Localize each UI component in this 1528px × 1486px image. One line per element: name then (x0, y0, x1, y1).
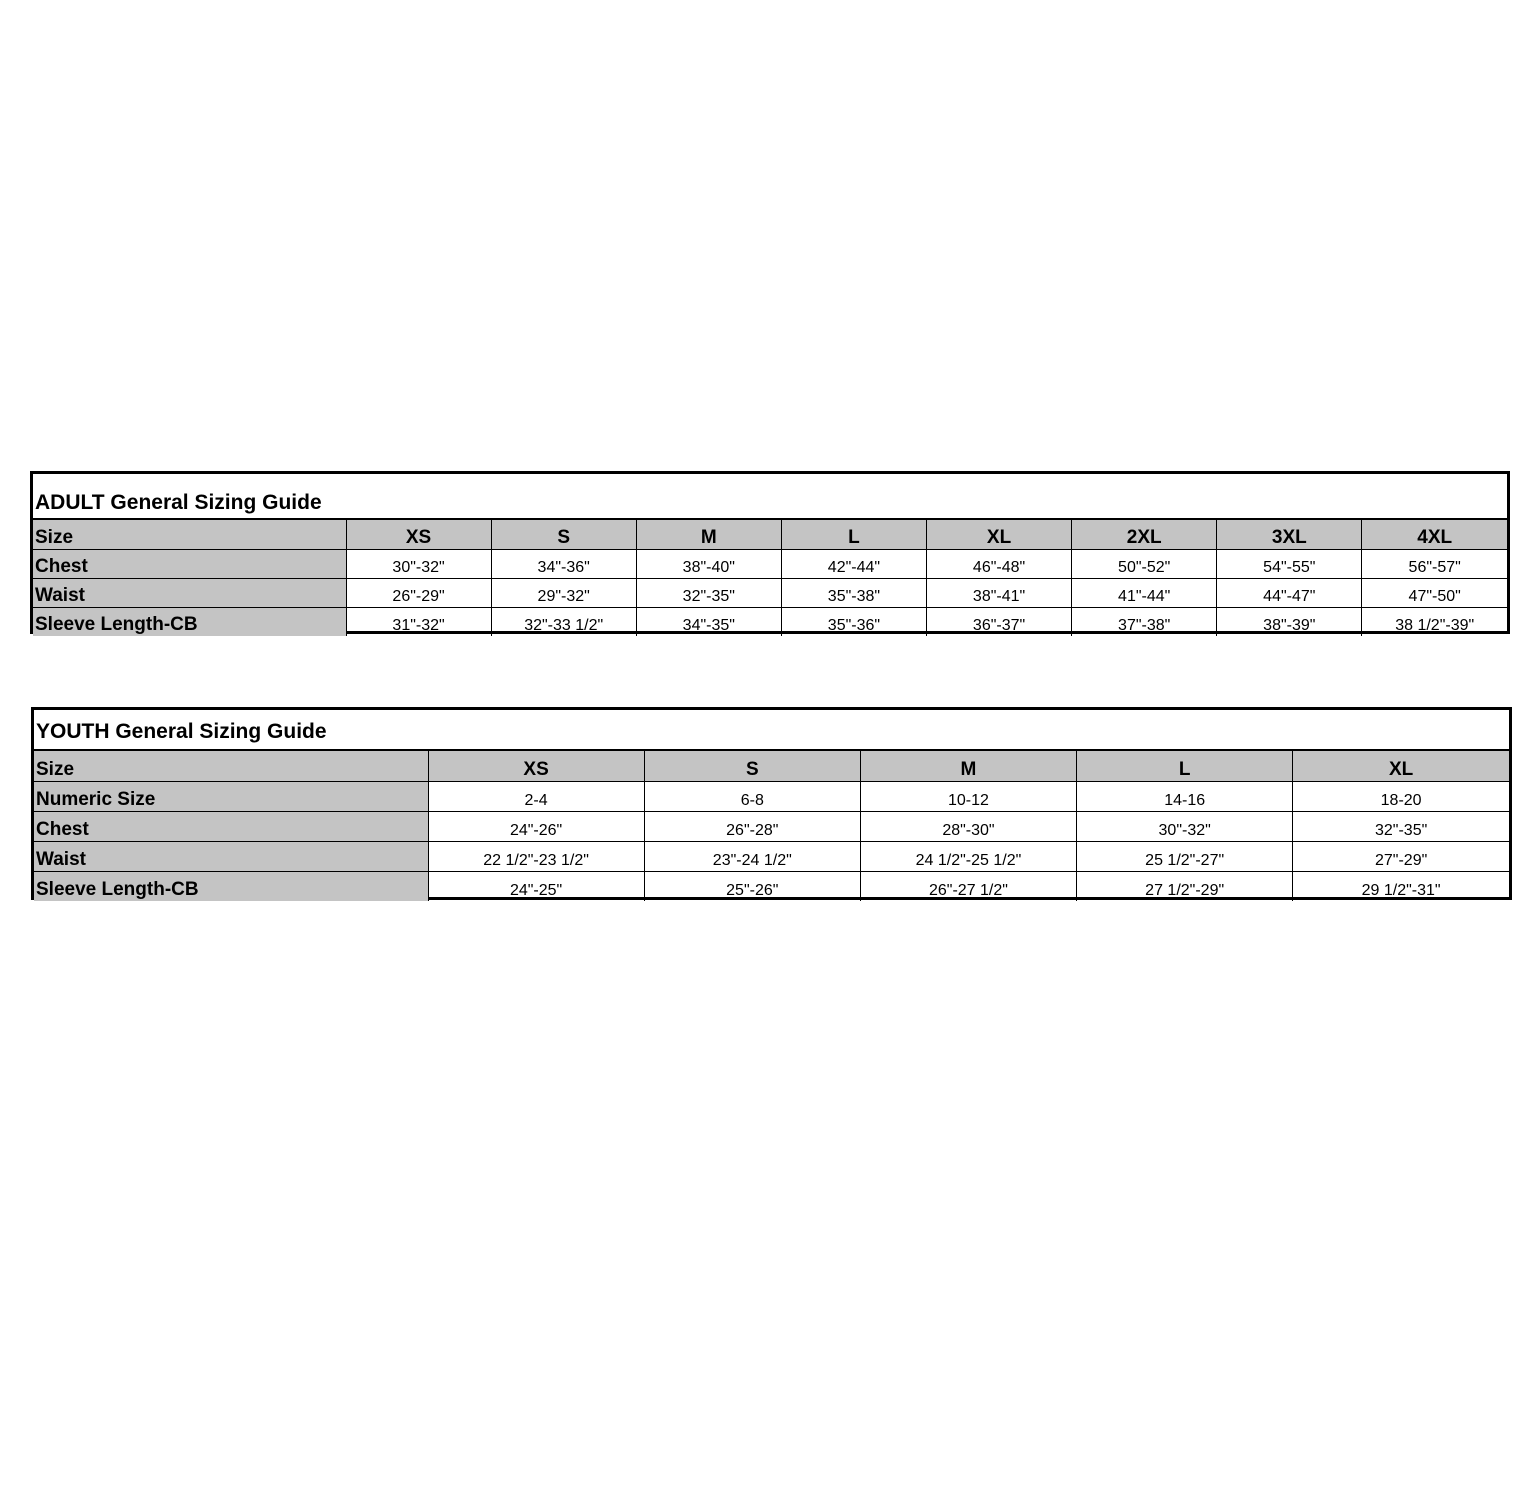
youth-sizing-guide (31, 707, 1512, 900)
measurement-value: 42"-44" (781, 549, 926, 578)
size-header-cell: XS (346, 520, 491, 549)
measurement-label: Numeric Size (34, 781, 428, 811)
adult-size-table (33, 520, 1507, 636)
measurement-value: 34"-36" (491, 549, 636, 578)
size-row-label: Size (33, 520, 346, 549)
measurement-value: 37"-38" (1072, 607, 1217, 636)
size-header-cell: L (781, 520, 926, 549)
measurement-label: Waist (34, 841, 428, 871)
measurement-value: 6-8 (644, 781, 860, 811)
size-header-cell: 2XL (1072, 520, 1217, 549)
measurement-value: 26"-29" (346, 578, 491, 607)
measurement-value: 28"-30" (860, 811, 1076, 841)
measurement-value: 38"-40" (636, 549, 781, 578)
size-header-cell: L (1077, 751, 1293, 781)
size-header-row (34, 751, 1509, 781)
measurement-value: 24"-25" (428, 871, 644, 901)
measurement-value: 26"-28" (644, 811, 860, 841)
youth-guide-title: YOUTH General Sizing Guide (34, 710, 1509, 751)
size-row-label: Size (34, 751, 428, 781)
measurement-value: 36"-37" (927, 607, 1072, 636)
measurement-value: 50"-52" (1072, 549, 1217, 578)
size-header-cell: 4XL (1362, 520, 1507, 549)
measurement-label: Chest (34, 811, 428, 841)
measurement-value: 32"-33 1/2" (491, 607, 636, 636)
size-header-cell: M (860, 751, 1076, 781)
measurement-value: 30"-32" (346, 549, 491, 578)
size-header-cell: XL (1293, 751, 1509, 781)
measurement-value: 18-20 (1293, 781, 1509, 811)
measurement-value: 22 1/2"-23 1/2" (428, 841, 644, 871)
measurement-value: 46"-48" (927, 549, 1072, 578)
table-row (33, 578, 1507, 607)
measurement-value: 14-16 (1077, 781, 1293, 811)
measurement-value: 10-12 (860, 781, 1076, 811)
table-row (33, 549, 1507, 578)
measurement-label: Chest (33, 549, 346, 578)
measurement-value: 27"-29" (1293, 841, 1509, 871)
measurement-value: 30"-32" (1077, 811, 1293, 841)
measurement-value: 56"-57" (1362, 549, 1507, 578)
measurement-value: 47"-50" (1362, 578, 1507, 607)
youth-size-table (34, 751, 1509, 901)
measurement-value: 35"-38" (781, 578, 926, 607)
adult-guide-title: ADULT General Sizing Guide (33, 474, 1507, 520)
measurement-value: 35"-36" (781, 607, 926, 636)
measurement-label: Sleeve Length-CB (33, 607, 346, 636)
size-header-cell: S (644, 751, 860, 781)
measurement-value: 24"-26" (428, 811, 644, 841)
measurement-label: Sleeve Length-CB (34, 871, 428, 901)
size-header-cell: M (636, 520, 781, 549)
measurement-value: 27 1/2"-29" (1077, 871, 1293, 901)
measurement-value: 38"-39" (1217, 607, 1362, 636)
measurement-value: 23"-24 1/2" (644, 841, 860, 871)
size-header-row (33, 520, 1507, 549)
table-row (33, 607, 1507, 636)
measurement-value: 41"-44" (1072, 578, 1217, 607)
size-header-cell: 3XL (1217, 520, 1362, 549)
measurement-label: Waist (33, 578, 346, 607)
size-header-cell: XL (927, 520, 1072, 549)
measurement-value: 25 1/2"-27" (1077, 841, 1293, 871)
table-row (34, 781, 1509, 811)
measurement-value: 44"-47" (1217, 578, 1362, 607)
measurement-value: 32"-35" (636, 578, 781, 607)
adult-sizing-guide (30, 471, 1510, 634)
table-row (34, 871, 1509, 901)
table-row (34, 841, 1509, 871)
measurement-value: 32"-35" (1293, 811, 1509, 841)
size-header-cell: S (491, 520, 636, 549)
measurement-value: 26"-27 1/2" (860, 871, 1076, 901)
measurement-value: 38"-41" (927, 578, 1072, 607)
measurement-value: 54"-55" (1217, 549, 1362, 578)
measurement-value: 34"-35" (636, 607, 781, 636)
measurement-value: 31"-32" (346, 607, 491, 636)
size-header-cell: XS (428, 751, 644, 781)
measurement-value: 29"-32" (491, 578, 636, 607)
measurement-value: 29 1/2"-31" (1293, 871, 1509, 901)
table-row (34, 811, 1509, 841)
measurement-value: 38 1/2"-39" (1362, 607, 1507, 636)
measurement-value: 2-4 (428, 781, 644, 811)
measurement-value: 25"-26" (644, 871, 860, 901)
measurement-value: 24 1/2"-25 1/2" (860, 841, 1076, 871)
